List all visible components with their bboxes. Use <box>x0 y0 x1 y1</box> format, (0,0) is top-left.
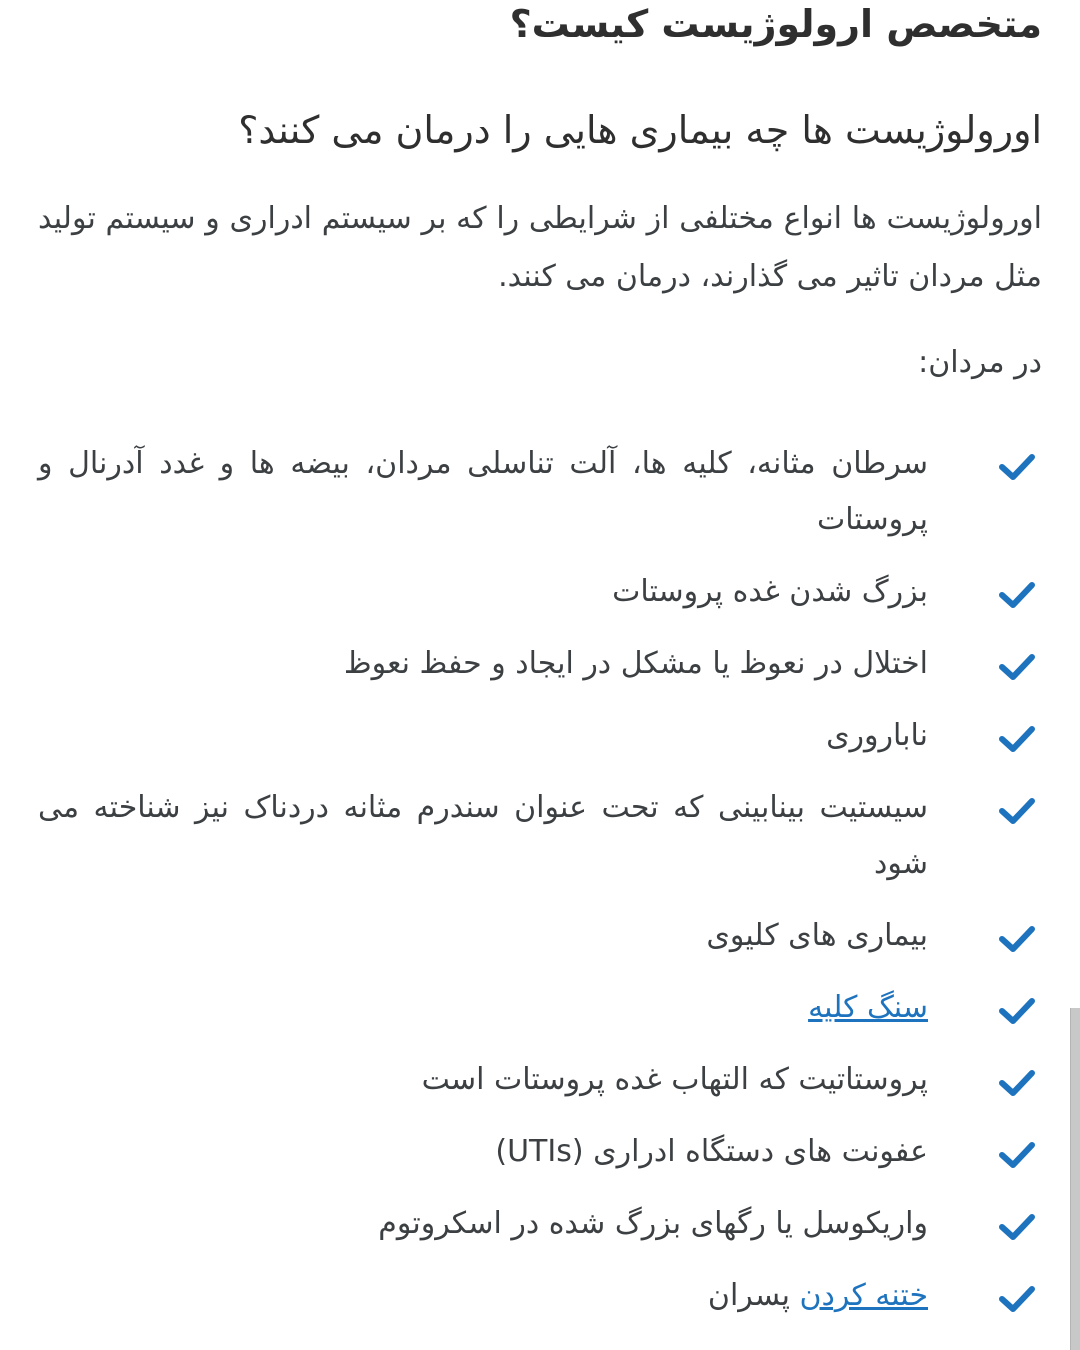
list-item-text: سیستیت بینابینی که تحت عنوان سندرم مثانه دردناک نیز شناخته می شود <box>38 790 928 881</box>
check-icon <box>998 1284 1036 1314</box>
check-icon <box>998 1212 1036 1242</box>
list-item-text: عفونت های دستگاه ادراری (UTIs) <box>495 1134 928 1169</box>
list-item <box>38 708 1042 764</box>
check-icon <box>998 580 1036 610</box>
intro-paragraph: اورولوژیست ها انواع مختلفی از شرایطی را که بر سیستم ادراری و سیستم تولید مثل مردان تاثیر می گذارند، درمان می کنند. <box>38 201 1042 294</box>
list-item <box>38 1196 1042 1252</box>
section-heading: اورولوژیست ها چه بیماری هایی را درمان می کنند؟ <box>238 108 1042 152</box>
check-icon <box>998 652 1036 682</box>
scrollbar[interactable] <box>1070 1008 1080 1350</box>
check-icon <box>998 1140 1036 1170</box>
page-title: متخصص ارولوژیست کیست؟ <box>509 2 1042 46</box>
list-item <box>38 1052 1042 1108</box>
list-item-text: بزرگ شدن غده پروستات <box>612 574 928 609</box>
list-item-text <box>38 980 928 1036</box>
list-item <box>38 1124 1042 1180</box>
list-item <box>38 636 1042 692</box>
check-icon <box>998 452 1036 482</box>
list-item <box>38 1268 1042 1324</box>
list-item-suffix: پسران <box>707 1278 800 1313</box>
list-item <box>38 436 1042 548</box>
list-item <box>38 980 1042 1036</box>
kidney-stone-link[interactable]: سنگ کلیه <box>808 990 928 1025</box>
list-item-text: بیماری های کلیوی <box>706 918 928 953</box>
check-icon <box>998 724 1036 754</box>
list-item <box>38 908 1042 964</box>
check-icon <box>998 996 1036 1026</box>
list-item-text: واریکوسل یا رگهای بزرگ شده در اسکروتوم <box>378 1206 928 1241</box>
check-icon <box>998 796 1036 826</box>
list-item-text: اختلال در نعوظ یا مشکل در ایجاد و حفظ نعوظ <box>343 646 928 681</box>
list-item-text <box>38 1268 928 1324</box>
check-icon <box>998 1068 1036 1098</box>
list-item-text: ناباروری <box>826 718 928 753</box>
check-icon <box>998 924 1036 954</box>
list-item <box>38 564 1042 620</box>
list-item-text: سرطان مثانه، کلیه ها، آلت تناسلی مردان، بیضه ها و غدد آدرنال و پروستات <box>38 446 928 537</box>
list-item <box>38 780 1042 892</box>
circumcision-link[interactable]: ختنه کردن <box>799 1278 928 1313</box>
list-item-text: پروستاتیت که التهاب غده پروستات است <box>421 1062 928 1097</box>
condition-list <box>38 436 1042 1340</box>
men-subheading: در مردان: <box>918 345 1042 380</box>
